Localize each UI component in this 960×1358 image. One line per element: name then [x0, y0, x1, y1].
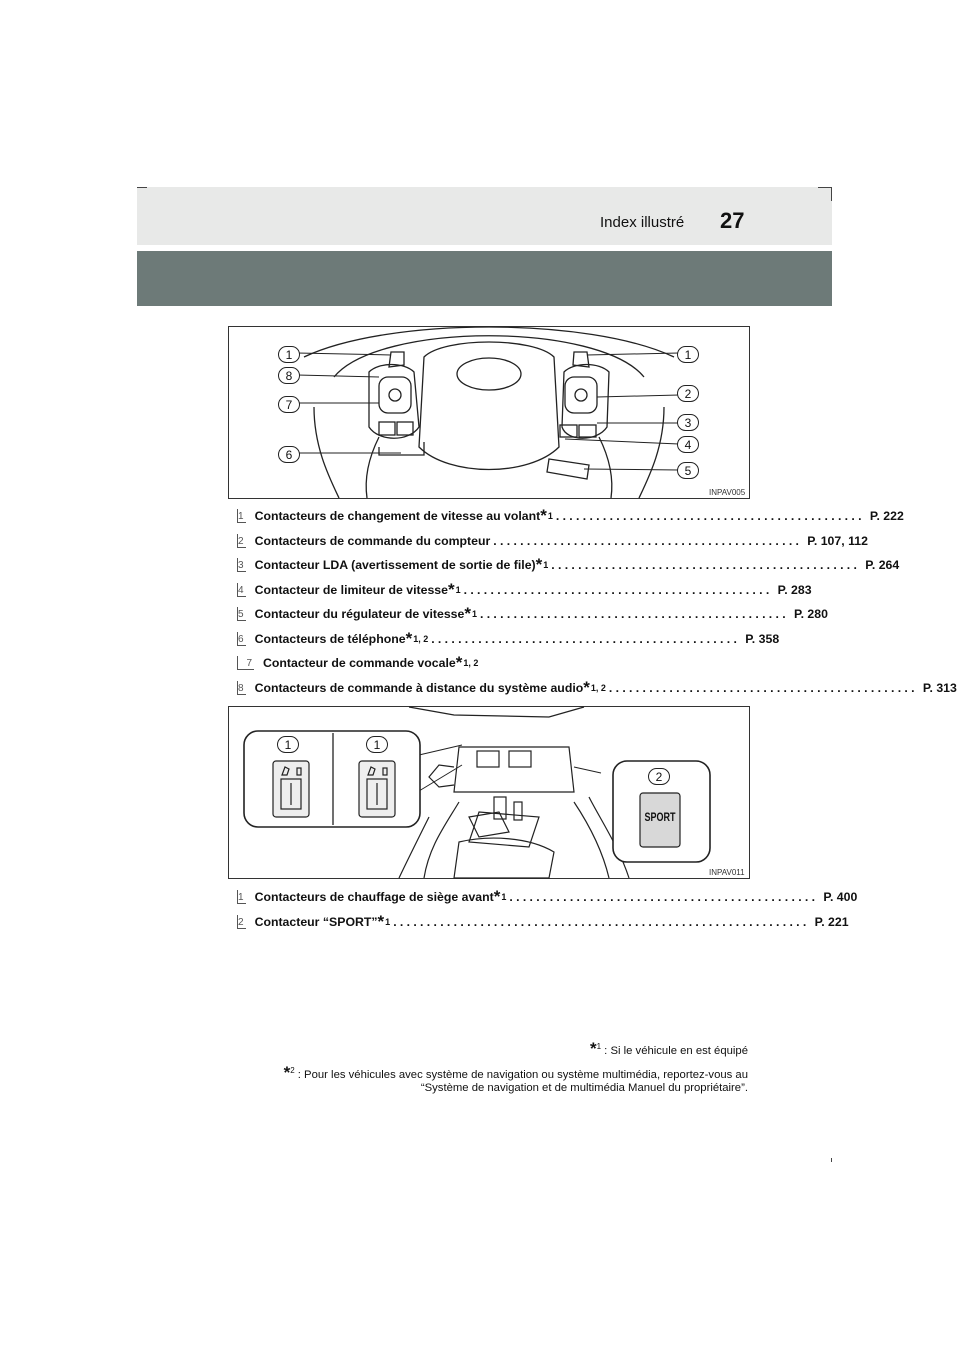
callout-1-right: 1	[677, 346, 699, 363]
list-item	[237, 654, 722, 672]
page-ref[interactable]: P. 107, 112	[807, 533, 868, 548]
page-ref[interactable]: P. 221	[814, 915, 849, 929]
page-ref[interactable]: P. 313	[922, 680, 957, 695]
item-number: 6	[238, 633, 244, 645]
footnote-text: : Si le véhicule en est équipé	[601, 1044, 748, 1057]
item-label: Contacteur de commande vocale	[263, 656, 456, 670]
list-item	[237, 604, 828, 623]
sport-button-label: SPORT	[644, 810, 676, 824]
item-label: Contacteurs de chauffage de siège avant	[254, 890, 494, 904]
page-ref[interactable]: P. 222	[869, 509, 904, 523]
list-item	[237, 887, 858, 906]
footnote-ref: 1	[385, 917, 391, 927]
center-console-illustration	[229, 707, 749, 878]
page-ref[interactable]: P. 400	[823, 890, 858, 904]
crop-mark-top-right	[818, 187, 832, 188]
callout-1-seat-heater-left: 1	[277, 736, 299, 753]
callout-4: 4	[677, 436, 699, 453]
leader-dots: ..............................................	[463, 582, 773, 597]
center-console-figure	[228, 706, 750, 879]
callout-7: 7	[278, 396, 300, 413]
footnote-1	[590, 1040, 748, 1058]
leader-dots: ..............................................	[608, 680, 918, 695]
item-label: Contacteurs de commande à distance du système audio	[254, 680, 584, 695]
list-item	[237, 579, 812, 599]
item-label: Contacteur du régulateur de vitesse	[254, 607, 465, 621]
footnote-mark: 1	[596, 1042, 602, 1051]
footnote-ref: 1	[543, 560, 549, 570]
callout-6: 6	[278, 446, 300, 463]
footnote-star: *	[535, 555, 543, 574]
list-item	[237, 628, 780, 648]
footnote-star: *	[589, 1038, 597, 1058]
footnote-star: *	[540, 506, 547, 525]
item-label: Contacteur LDA (avertissement de sortie de file)	[254, 558, 536, 572]
footnote-star: *	[405, 628, 413, 648]
page-ref[interactable]: P. 283	[777, 582, 812, 597]
leader-dots: ..............................................................	[393, 915, 810, 929]
item-number: 2	[238, 535, 244, 547]
item-number: 2	[238, 917, 244, 928]
item-number: 4	[238, 584, 244, 596]
item-label: Contacteur “SPORT”	[254, 915, 378, 929]
footnote-star: *	[283, 1062, 291, 1082]
control-index-list	[237, 506, 957, 697]
item-number: 5	[238, 609, 244, 620]
item-label: Contacteurs de changement de vitesse au volant	[254, 509, 541, 523]
leader-dots: ..............................................	[480, 607, 789, 621]
footnote-ref: 1	[501, 892, 507, 902]
footnote-star: *	[493, 887, 501, 906]
footnote-star: *	[464, 604, 471, 623]
footnote-ref: 1, 2	[463, 658, 479, 668]
list-item	[237, 677, 957, 697]
leader-dots: ..............................................	[555, 509, 865, 523]
page-ref[interactable]: P. 280	[793, 607, 828, 621]
callout-8: 8	[278, 367, 300, 384]
callout-5: 5	[677, 462, 699, 479]
item-number: 7	[237, 656, 254, 670]
footnote-2-line-2: “Système de navigation et de multimédia Manuel du propriétaire”.	[420, 1081, 748, 1094]
list-item	[237, 506, 904, 525]
leader-dots: ..............................................	[551, 558, 861, 572]
item-number: 3	[238, 560, 244, 571]
footnote-star: *	[377, 912, 385, 931]
list-item	[237, 912, 849, 931]
footnote-star: *	[455, 653, 463, 672]
list-item	[237, 532, 868, 550]
item-number: 1	[238, 511, 244, 522]
footnote-mark: 2	[290, 1066, 295, 1075]
footnote-star: *	[583, 677, 590, 697]
item-label: Contacteurs de commande du compteur	[254, 533, 491, 548]
console-index-list	[237, 887, 858, 931]
page-number: 27	[720, 208, 745, 233]
steering-wheel-illustration	[229, 327, 749, 498]
item-label: Contacteurs de téléphone	[254, 631, 406, 646]
footnote-star: *	[447, 579, 455, 599]
page-ref[interactable]: P. 358	[745, 631, 780, 646]
section-title: Index illustré	[600, 214, 685, 231]
footnote-ref: 1	[547, 511, 553, 521]
footnote-ref: 1	[455, 584, 461, 595]
footnote-ref: 1, 2	[413, 633, 429, 644]
item-number: 1	[238, 892, 244, 903]
item-label: Contacteur de limiteur de vitesse	[254, 582, 448, 597]
item-number: 8	[238, 682, 244, 694]
leader-dots: ..............................................	[509, 890, 819, 904]
steering-wheel-figure	[228, 326, 750, 499]
callout-1-seat-heater-right: 1	[366, 736, 388, 753]
footnote-ref: 1	[471, 609, 477, 619]
section-banner	[137, 251, 832, 306]
crop-mark-top-right-vertical	[831, 187, 832, 201]
leader-dots: ..............................................	[493, 533, 803, 548]
figure-code: INPAV011	[709, 868, 745, 877]
footnote-ref: 1, 2	[590, 682, 606, 693]
footnote-text: : Pour les véhicules avec système de navigation ou système multimédia, reportez-vous au	[294, 1068, 748, 1081]
footnote-2-line-1	[284, 1064, 748, 1082]
list-item	[237, 555, 900, 574]
figure-code: INPAV005	[709, 488, 746, 497]
callout-3: 3	[677, 414, 699, 431]
page-ref[interactable]: P. 264	[865, 558, 900, 572]
crop-mark-bottom-right	[831, 1158, 832, 1162]
leader-dots: ..............................................	[431, 631, 741, 646]
footnote-2	[284, 1064, 748, 1095]
callout-1-left: 1	[278, 346, 300, 363]
crop-mark-top-left	[137, 187, 147, 188]
callout-2-sport: 2	[648, 768, 670, 785]
callout-2: 2	[677, 385, 699, 402]
